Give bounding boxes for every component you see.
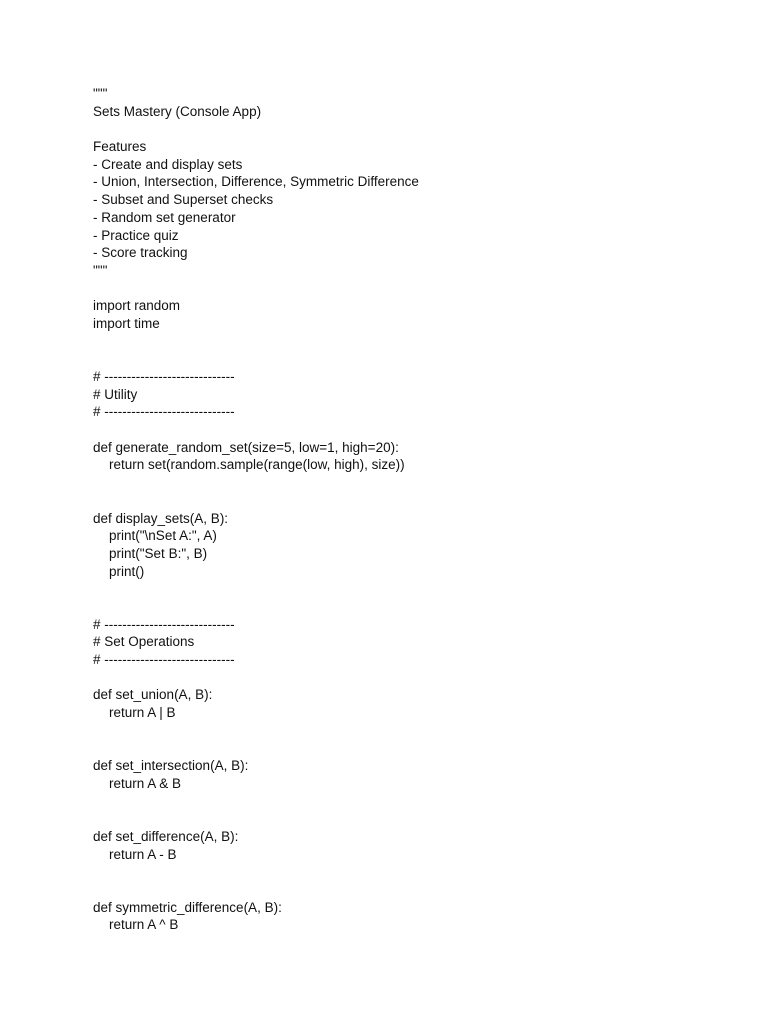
blank-line: [93, 598, 733, 616]
docstring-open: """: [93, 86, 108, 101]
import-line: import time: [93, 315, 160, 331]
function-body-line: return A & B: [109, 775, 182, 791]
function-signature: def generate_random_set(size=5, low=1, high=20):: [93, 439, 399, 455]
blank-line: [93, 739, 733, 757]
blank-line: [93, 669, 733, 687]
blank-line: [93, 863, 733, 881]
comment-rule: # -----------------------------: [93, 616, 235, 632]
feature-item: - Practice quiz: [93, 227, 179, 243]
feature-item: - Create and display sets: [93, 156, 243, 172]
function-body-line: print("\nSet A:", A): [109, 528, 217, 544]
function-body-line: return A ^ B: [109, 917, 179, 933]
code-listing: [93, 85, 733, 934]
blank-line: [93, 722, 733, 740]
blank-line: [93, 580, 733, 598]
blank-line: [93, 421, 733, 439]
blank-line: [93, 280, 733, 298]
comment-rule: # -----------------------------: [93, 404, 235, 420]
features-heading: Features: [93, 139, 147, 155]
blank-line: [93, 350, 733, 368]
blank-line: [93, 474, 733, 492]
section-comment: # Set Operations: [93, 634, 195, 650]
docstring-close: """: [93, 262, 108, 278]
function-body-line: print(): [109, 563, 145, 579]
feature-item: - Score tracking: [93, 245, 188, 261]
blank-line: [93, 120, 733, 138]
function-signature: def display_sets(A, B):: [93, 510, 229, 526]
blank-line: [93, 810, 733, 828]
function-signature: def set_intersection(A, B):: [93, 758, 249, 774]
section-comment: # Utility: [93, 386, 138, 402]
function-body-line: return set(random.sample(range(low, high), size)): [109, 457, 405, 473]
blank-line: [93, 881, 733, 899]
blank-line: [93, 492, 733, 510]
comment-rule: # -----------------------------: [93, 652, 235, 667]
function-signature: def symmetric_difference(A, B):: [93, 899, 282, 915]
document-title: Sets Mastery (Console App): [93, 103, 262, 119]
function-body-line: return A - B: [109, 846, 177, 862]
feature-item: - Subset and Superset checks: [93, 192, 274, 208]
function-body-line: print("Set B:", B): [109, 545, 208, 561]
feature-item: - Random set generator: [93, 209, 236, 225]
function-body-line: return A | B: [109, 705, 176, 721]
function-signature: def set_difference(A, B):: [93, 828, 239, 844]
comment-rule: # -----------------------------: [93, 369, 235, 384]
feature-item: - Union, Intersection, Difference, Symmetric Difference: [93, 174, 419, 190]
import-line: import random: [93, 298, 181, 314]
function-signature: def set_union(A, B):: [93, 687, 213, 703]
blank-line: [93, 793, 733, 811]
blank-line: [93, 333, 733, 351]
